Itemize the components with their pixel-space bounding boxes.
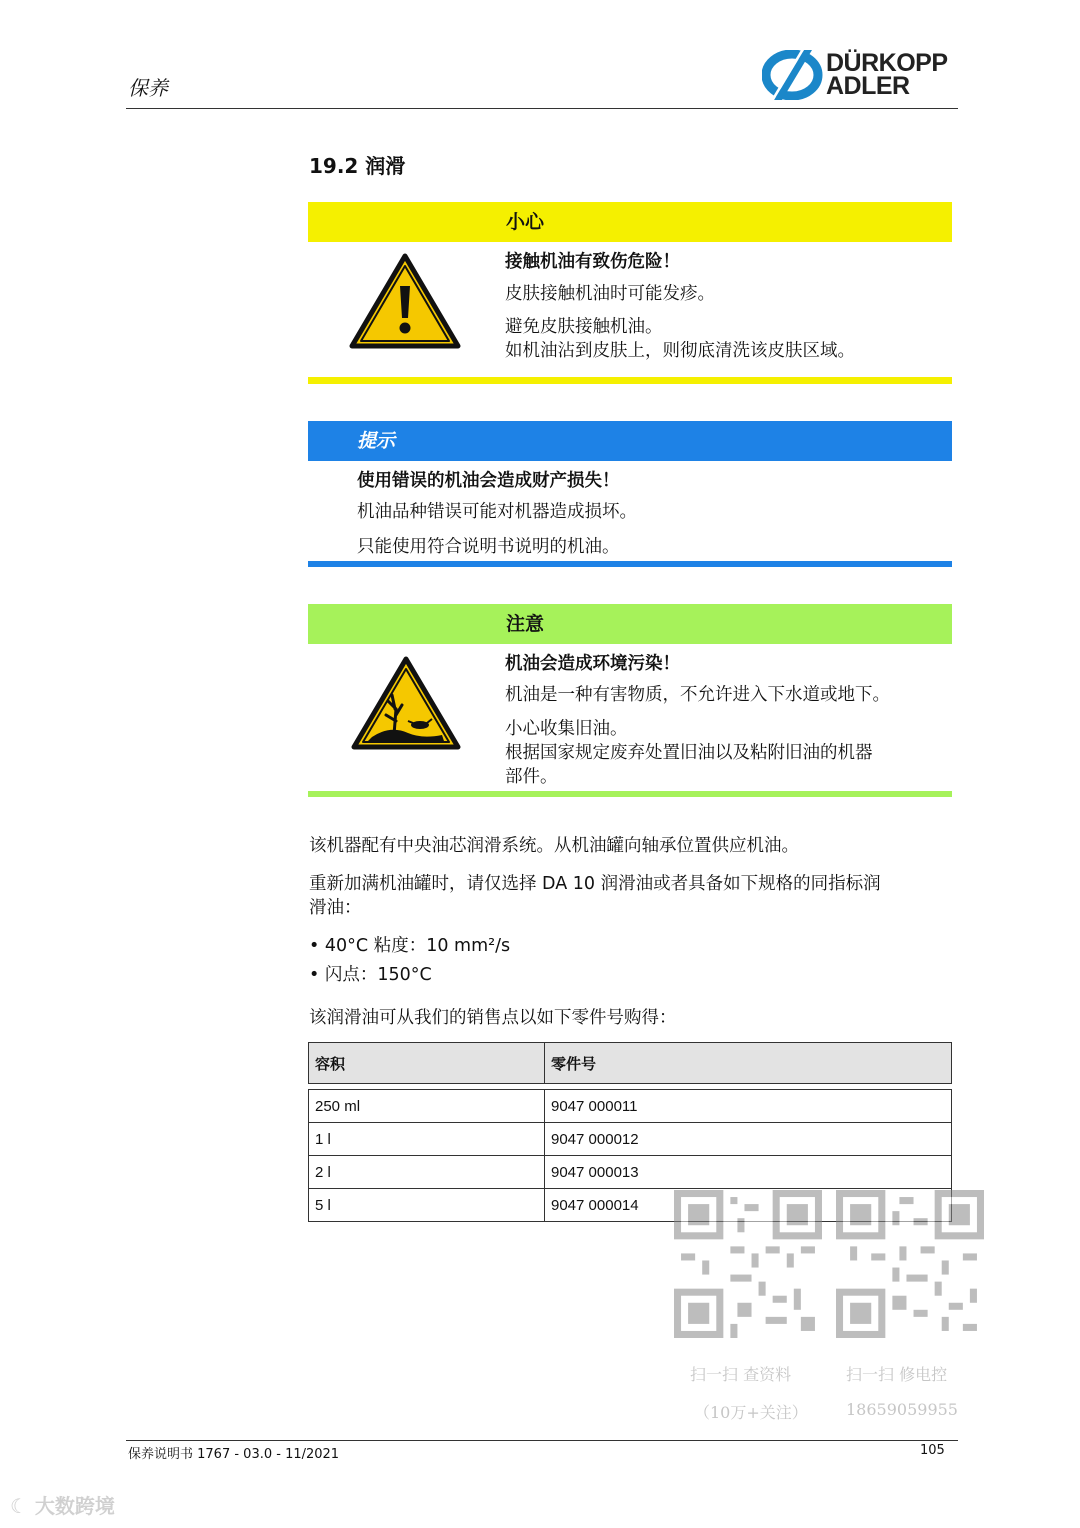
notice-line1: 机油是一种有害物质，不允许进入下水道或地下。 xyxy=(505,685,890,705)
watermark-right-line1: 扫一扫 修电控 xyxy=(846,1365,948,1384)
hint-banner xyxy=(308,421,952,461)
qr-code-right xyxy=(836,1190,984,1338)
watermark-left-line1: 扫一扫 查资料 xyxy=(690,1365,792,1384)
notice-line4: 部件。 xyxy=(505,767,558,787)
caution-line1: 皮肤接触机油时可能发疹。 xyxy=(505,284,715,304)
hint-line2: 只能使用符合说明书说明的机油。 xyxy=(357,537,620,557)
bullet-text-1: 40°C 粘度：10 mm²/s xyxy=(324,936,511,956)
watermark-brand xyxy=(10,1490,115,1519)
notice-label: 注意 xyxy=(506,613,545,635)
table-cell-part-number: 9047 000014 xyxy=(545,1189,952,1222)
table-row xyxy=(309,1123,952,1156)
durkopp-adler-logo xyxy=(762,50,962,100)
caution-line2: 避免皮肤接触机油。 xyxy=(505,317,663,337)
caution-label: 小心 xyxy=(506,211,545,233)
body-paragraph-2b: 滑油： xyxy=(309,898,362,918)
logo-mark-icon xyxy=(762,50,824,100)
footer-page-number: 105 xyxy=(920,1443,945,1458)
notice-banner xyxy=(308,604,952,644)
table-cell-part-number: 9047 000012 xyxy=(545,1123,952,1156)
bullet-item-2: • 闪点：150°C xyxy=(309,965,432,985)
table-header-row xyxy=(309,1043,952,1084)
footer-rule xyxy=(126,1440,958,1441)
table-cell-part-number: 9047 000013 xyxy=(545,1156,952,1189)
caution-bottom-rule xyxy=(308,377,952,384)
caution-line3: 如机油沾到皮肤上，则彻底清洗该皮肤区域。 xyxy=(505,341,855,361)
header-title: 保养 xyxy=(128,76,168,100)
watermark-brand-text: 大数跨境 xyxy=(34,1494,115,1518)
table-header-part-number: 零件号 xyxy=(545,1043,952,1084)
bullet-text-2: 闪点：150°C xyxy=(324,965,432,985)
caution-heading: 接触机油有致伤危险！ xyxy=(505,252,680,272)
logo-text-line2: ADLER xyxy=(826,72,910,100)
hint-line1: 机油品种错误可能对机器造成损坏。 xyxy=(357,502,637,522)
table-cell-volume: 5 l xyxy=(309,1189,545,1222)
warning-exclamation-icon xyxy=(348,252,462,350)
table-row xyxy=(309,1090,952,1123)
notice-line2: 小心收集旧油。 xyxy=(505,719,628,739)
environment-hazard-icon xyxy=(350,655,462,751)
body-paragraph-1: 该机器配有中央油芯润滑系统。从机油罐向轴承位置供应机油。 xyxy=(309,836,799,856)
header-rule xyxy=(126,108,958,109)
body-paragraph-3: 该润滑油可从我们的销售点以如下零件号购得： xyxy=(309,1008,677,1028)
table-cell-part-number: 9047 000011 xyxy=(545,1090,952,1123)
notice-line3: 根据国家规定废弃处置旧油以及粘附旧油的机器 xyxy=(505,743,873,763)
table-row xyxy=(309,1156,952,1189)
qr-code-left xyxy=(674,1190,822,1338)
watermark-right-line2: 18659059955 xyxy=(846,1400,958,1419)
table-header-volume: 容积 xyxy=(309,1043,545,1084)
hint-heading: 使用错误的机油会造成财产损失！ xyxy=(357,471,620,491)
table-cell-volume: 250 ml xyxy=(309,1090,545,1123)
caution-banner xyxy=(308,202,952,242)
bullet-item-1: • 40°C 粘度：10 mm²/s xyxy=(309,936,511,956)
notice-heading: 机油会造成环境污染！ xyxy=(505,654,680,674)
watermark-brand-icon: ☾ xyxy=(10,1494,28,1518)
hint-bottom-rule xyxy=(308,561,952,567)
body-paragraph-2a: 重新加满机油罐时，请仅选择 DA 10 润滑油或者具备如下规格的同指标润 xyxy=(309,874,881,894)
hint-label: 提示 xyxy=(357,430,396,452)
section-title: 19.2 润滑 xyxy=(309,154,406,178)
table-cell-volume: 1 l xyxy=(309,1123,545,1156)
footer-document-id: 保养说明书 1767 - 03.0 - 11/2021 xyxy=(128,1447,340,1462)
watermark-left-line2: （10万+关注） xyxy=(694,1403,808,1422)
notice-bottom-rule xyxy=(308,791,952,797)
table-cell-volume: 2 l xyxy=(309,1156,545,1189)
logo-text-line1: DÜRKOPP xyxy=(826,49,948,77)
